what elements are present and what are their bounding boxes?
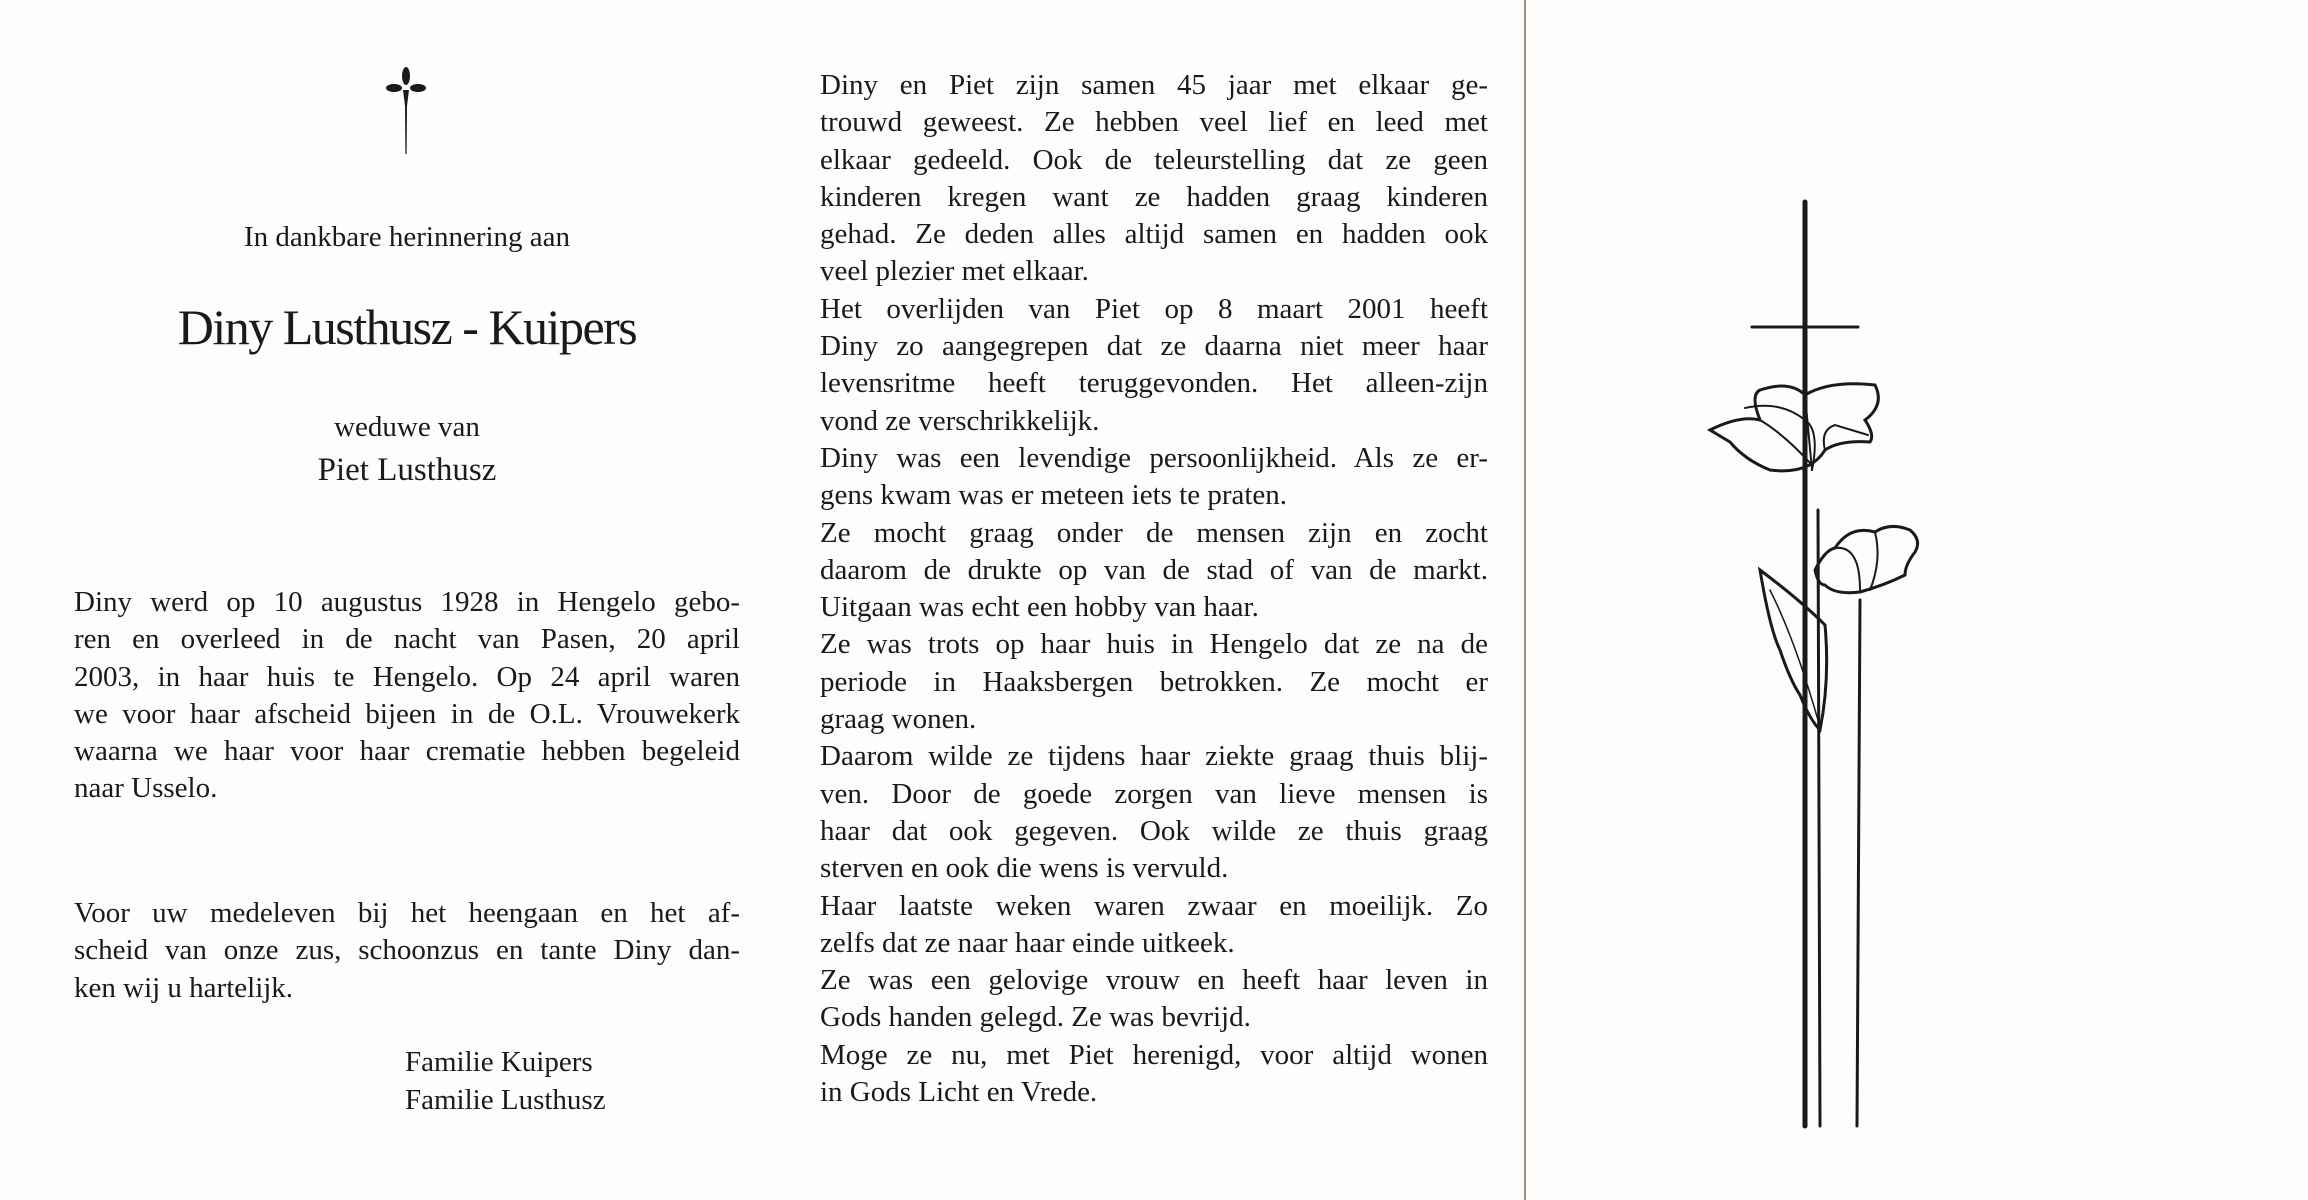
text-line: haar dat ook gegeven. Ook wilde ze thuis graag [820, 814, 1488, 847]
widow-of-label: weduwe van [334, 411, 480, 443]
signature-kuipers: Familie Kuipers [405, 1046, 593, 1078]
text-line: gehad. Ze deden alles altijd samen en hadden ook [820, 218, 1488, 251]
text-line: sterven en ook die wens is vervuld. [820, 852, 1229, 885]
life-story-text [820, 67, 1488, 1111]
text-line: Uitgaan was echt een hobby van haar. [820, 591, 1259, 624]
text-line: Gods handen gelegd. Ze was bevrijd. [820, 1001, 1251, 1034]
text-line: gens kwam was er meteen iets te praten. [820, 479, 1288, 512]
text-line: waarna we haar voor haar crematie hebben begeleid [74, 735, 740, 768]
text-line: Haar laatste weken waren zwaar en moeilijk. Zo [820, 889, 1488, 922]
text-line: periode in Haaksbergen betrokken. Ze mocht er [820, 665, 1488, 698]
text-line: kinderen kregen want ze hadden graag kinderen [820, 180, 1488, 213]
text-line: levensritme heeft teruggevonden. Het alleen-zijn [820, 367, 1488, 400]
text-line: Daarom wilde ze tijdens haar ziekte graag thuis blij- [820, 740, 1488, 773]
text-line: in Gods Licht en Vrede. [820, 1076, 1098, 1109]
text-line: Het overlijden van Piet op 8 maart 2001 heeft [820, 292, 1488, 325]
signature-lusthusz: Familie Lusthusz [405, 1084, 606, 1116]
text-line: we voor haar afscheid bijeen in de O.L. Vrouwekerk [74, 697, 740, 730]
text-line: Diny werd op 10 augustus 1928 in Hengelo gebo- [74, 586, 740, 618]
text-line: elkaar gedeeld. Ook de teleurstelling dat ze geen [820, 143, 1488, 176]
thanks-paragraph [74, 895, 740, 1007]
text-line: daarom de drukte op van de stad of van de markt. [820, 553, 1488, 586]
text-line: Ze mocht graag onder de mensen zijn en zocht [820, 516, 1488, 549]
text-line: vond ze verschrikkelijk. [820, 404, 1100, 437]
text-line: ken wij u hartelijk. [74, 971, 294, 1004]
text-line: 2003, in haar huis te Hengelo. Op 24 april waren [74, 660, 740, 693]
text-line: Voor uw medeleven bij het heengaan en het af- [74, 897, 740, 929]
text-line: Ze was trots op haar huis in Hengelo dat ze na de [820, 628, 1488, 661]
text-line: veel plezier met elkaar. [820, 255, 1089, 288]
text-line: trouwd geweest. Ze hebben veel lief en leed met [820, 106, 1488, 139]
text-line: Diny was een levendige persoonlijkheid. Als ze er- [820, 441, 1488, 474]
text-line: ren en overleed in de nacht van Pasen, 20 april [74, 623, 740, 656]
text-line: Ze was een gelovige vrouw en heeft haar leven in [820, 964, 1488, 997]
deceased-name: Diny Lusthusz - Kuipers [177, 299, 637, 355]
husband-name: Piet Lusthusz [317, 452, 497, 488]
text-line: Diny en Piet zijn samen 45 jaar met elkaar ge- [820, 69, 1488, 101]
text-line: Moge ze nu, met Piet herenigd, voor altijd wonen [820, 1038, 1488, 1071]
intro-text: In dankbare herinnering aan [243, 221, 571, 253]
text-line: Diny zo aangegrepen dat ze daarna niet meer haar [820, 330, 1488, 363]
text-line: zelfs dat ze naar haar einde uitkeek. [820, 926, 1235, 959]
text-line: scheid van onze zus, schoonzus en tante Diny dan- [74, 934, 740, 967]
fold-divider [1524, 0, 1526, 1200]
text-line: naar Usselo. [74, 772, 218, 805]
biography-paragraph [74, 584, 740, 808]
cross-with-poppies-illustration [1700, 180, 1960, 1140]
text-line: ven. Door de goede zorgen van lieve mensen is [820, 777, 1488, 810]
small-cross-icon [382, 62, 430, 158]
text-line: graag wonen. [820, 703, 977, 736]
